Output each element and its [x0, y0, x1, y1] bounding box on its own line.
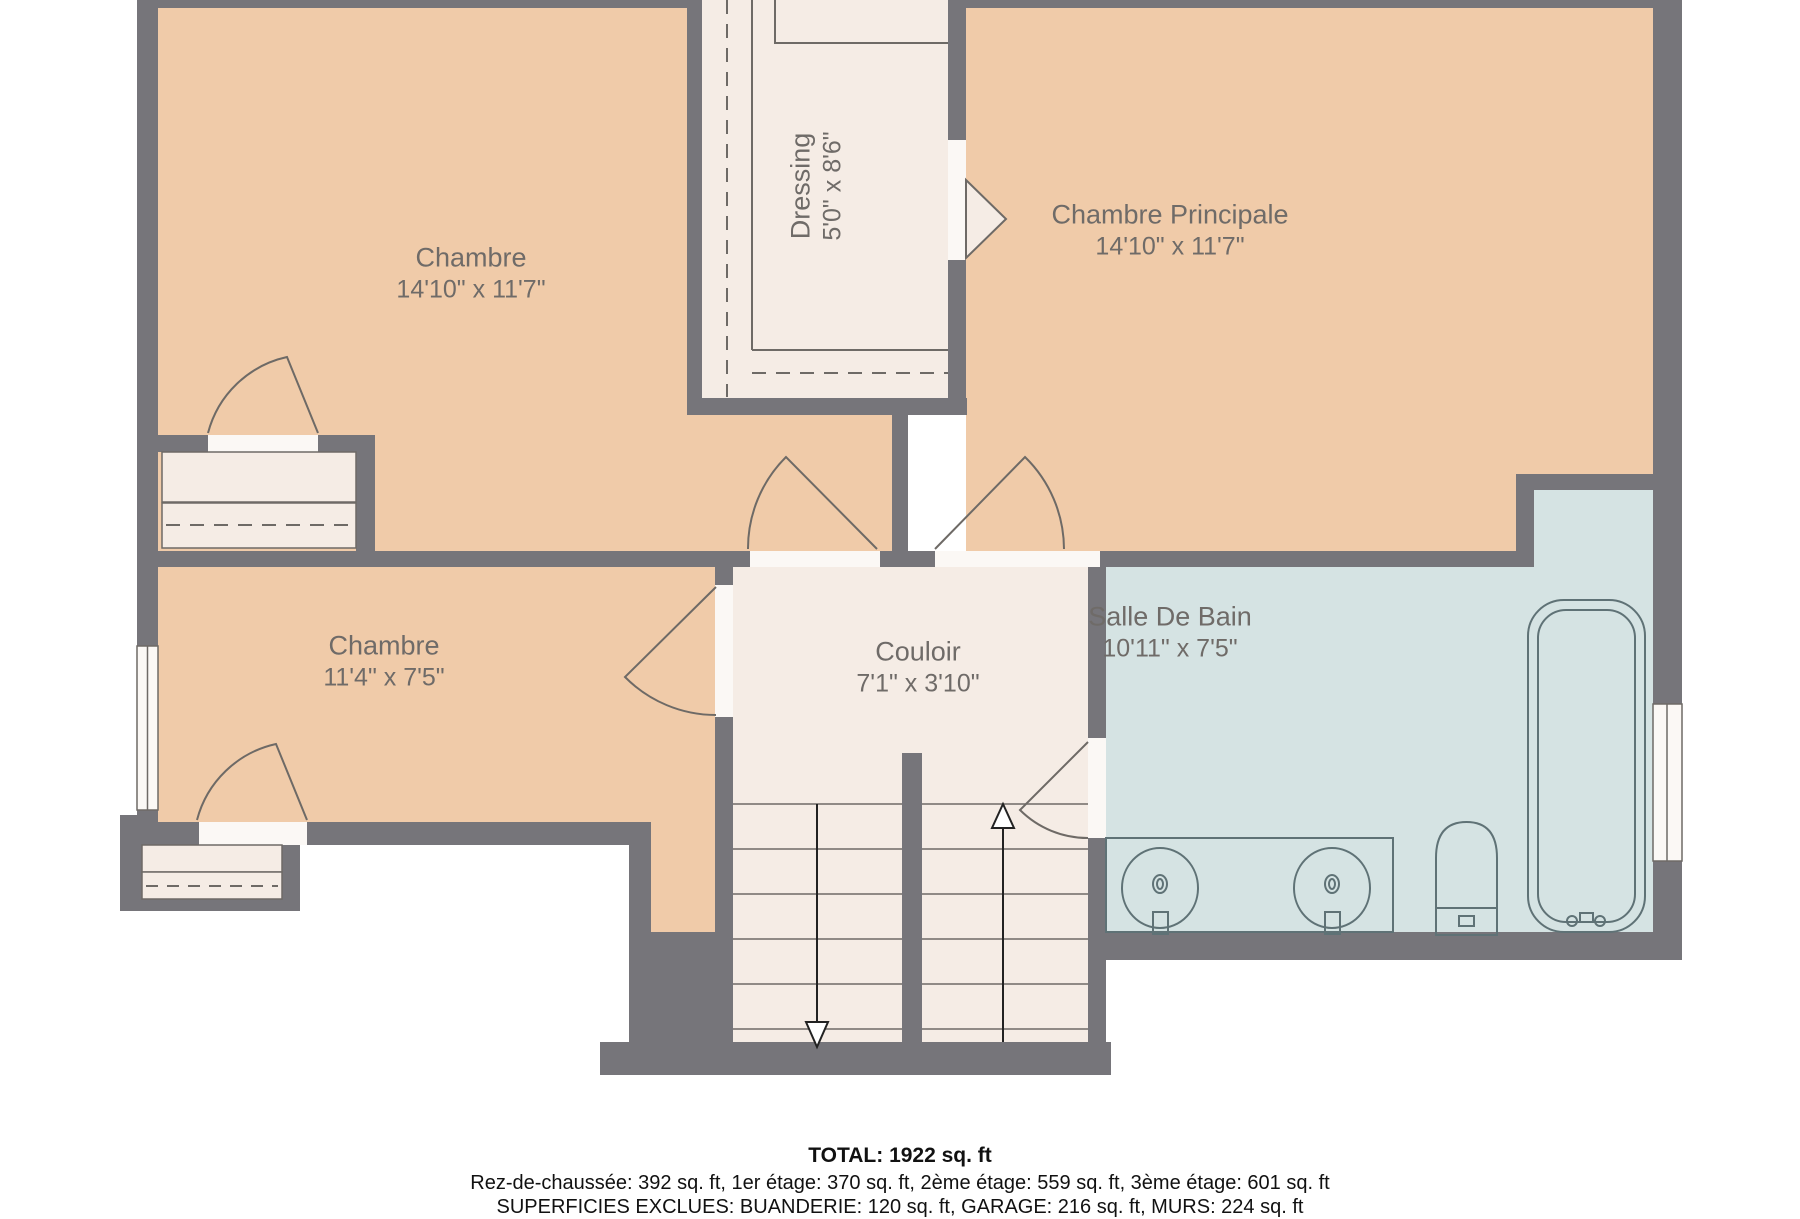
chambre2-name: Chambre: [328, 630, 440, 661]
bath-opening: [1088, 738, 1106, 838]
dressing-label: [784, 131, 847, 240]
closet1-opening: [208, 435, 318, 452]
closet1-box: [162, 452, 356, 502]
wall-closet-top-flank-right: [318, 435, 375, 452]
couloir-dims: 7'1" x 3'10": [856, 669, 980, 698]
couloir-name: Couloir: [875, 636, 961, 667]
wall-top-right: [966, 0, 1682, 8]
wall-under-dressing: [892, 415, 908, 551]
wall-left-outer-upper: [137, 0, 158, 646]
chambre2-dims: 11'4" x 7'5": [323, 663, 445, 692]
salle-de-bain-dims: 10'11" x 7'5": [1102, 634, 1238, 663]
excluded-areas-text: SUPERFICIES EXCLUES: BUANDERIE: 120 sq. ft, GARAGE: 216 sq. ft, MURS: 224 sq. ft: [496, 1196, 1304, 1218]
salle-de-bain-name: Salle De Bain: [1088, 601, 1252, 632]
chambre-principale-label: [1051, 198, 1288, 261]
couloir-label: [856, 635, 979, 698]
chambre-principale-dims: 14'10" x 11'7": [1095, 232, 1245, 261]
chambre1-name: Chambre: [415, 242, 527, 273]
wall-dressing-right-upper: [948, 0, 966, 140]
wall-chambre2-tab-vert: [629, 845, 651, 932]
couloir-chambre1-opening: [750, 551, 880, 567]
wall-chambre2-tab: [629, 932, 716, 1042]
wall-mid-right: [1100, 551, 1516, 567]
wall-couloir-bath-lower: [1088, 838, 1106, 1042]
wall-chambre2-bottom-right: [300, 822, 651, 845]
chambre1-dims: 14'10" x 11'7": [396, 275, 546, 304]
wall-mid-left: [137, 551, 750, 567]
wall-mid-stub: [880, 551, 935, 567]
couloir-principale-opening: [935, 551, 1100, 567]
closet2-opening: [199, 822, 307, 845]
wall-bath-bottom: [1106, 932, 1682, 960]
wall-bump-bottom: [120, 899, 300, 911]
wall-dressing-right-lower: [948, 260, 966, 398]
wall-nook-left: [1516, 490, 1534, 567]
chambre2-opening: [715, 585, 733, 717]
salle-de-bain-label: [1088, 600, 1252, 663]
chambre-principale-name: Chambre Principale: [1051, 199, 1289, 230]
wall-chambre2-bottom-left: [137, 822, 199, 845]
wall-couloir-left-lower: [715, 717, 733, 1042]
wall-right-outer-upper: [1653, 0, 1682, 704]
floor-areas-text: Rez-de-chaussée: 392 sq. ft, 1er étage: 370 sq. ft, 2ème étage: 559 sq. ft, 3ème étage: 601 sq. ft: [470, 1172, 1330, 1194]
total-area-text: TOTAL: 1922 sq. ft: [808, 1144, 992, 1167]
wall-stair-bottom: [600, 1042, 1111, 1075]
wall-closet-top-flank-left: [137, 435, 208, 452]
chambre1-label: [396, 241, 545, 304]
wall-dressing-bottom: [687, 398, 967, 415]
wall-closet-top-right: [356, 435, 375, 551]
wall-dressing-left: [687, 0, 702, 415]
closet2-box: [142, 845, 282, 872]
wall-bump-left: [120, 815, 142, 911]
chambre2-label: [323, 629, 444, 692]
wall-couloir-left-upper: [715, 567, 733, 585]
dressing-opening: [948, 140, 966, 260]
wall-top-left: [137, 0, 702, 8]
chambre-principale-floor: [966, 0, 1653, 551]
dressing-name: Dressing: [785, 132, 816, 240]
dressing-dims: 5'0" x 8'6": [818, 131, 847, 241]
wall-stair-divider: [902, 753, 922, 1042]
